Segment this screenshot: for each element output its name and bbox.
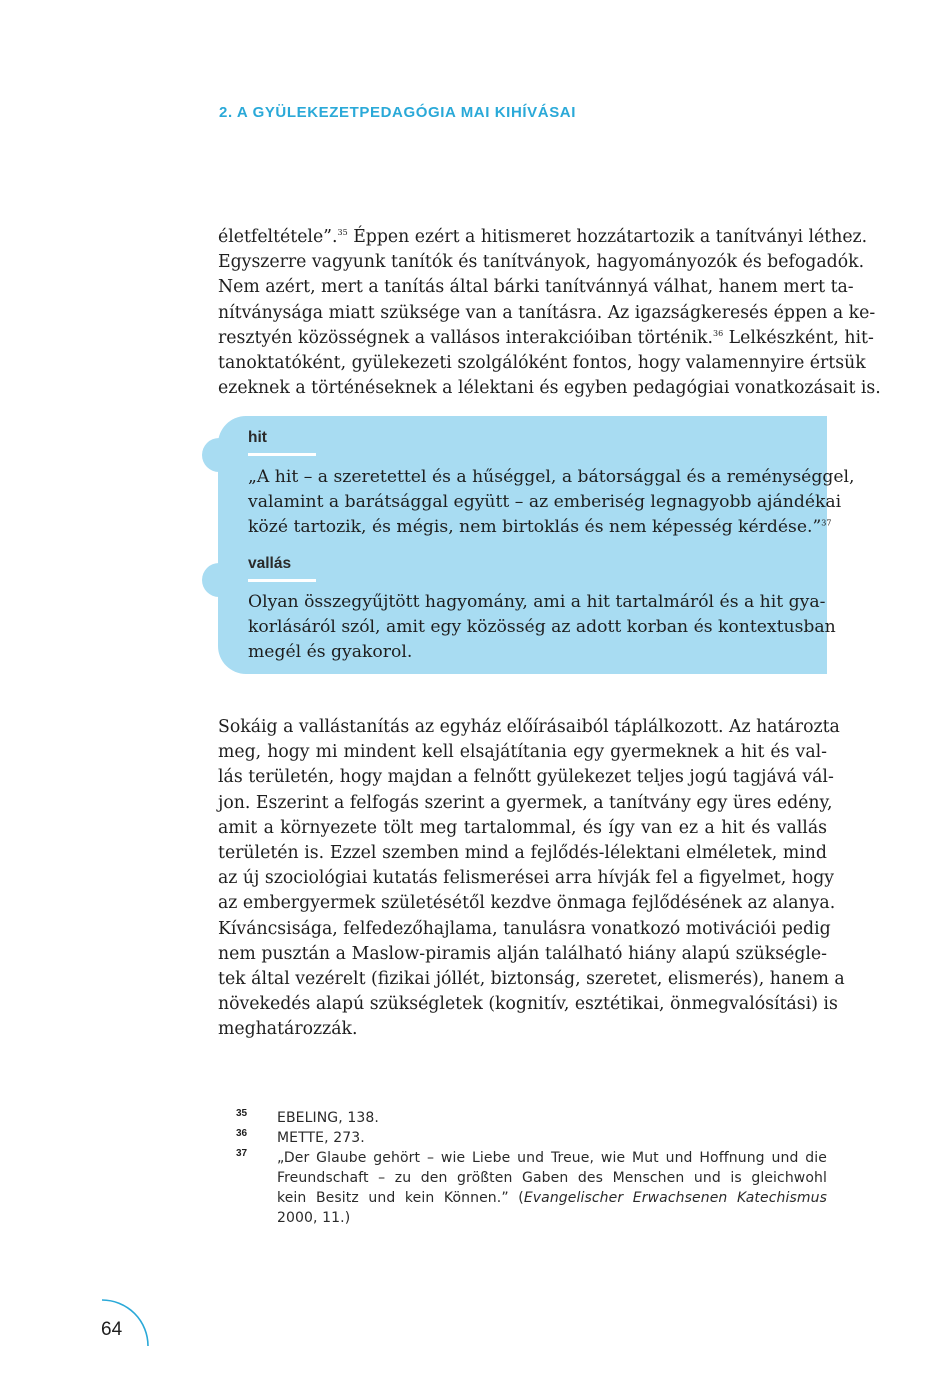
text-fragment: életfeltétele”.	[218, 227, 338, 247]
text-line: nítványsága miatt szüksége van a tanításra. Az igazságkeresés éppen a ke-	[218, 302, 876, 323]
text-line: tek által vezérelt (fizikai jóllét, biztonság, szeretet, elismerés), hanem a	[218, 969, 845, 990]
paragraph-2	[218, 715, 845, 1043]
text-line: Olyan összegyűjtött hagyomány, ami a hit tartalmáról és a hit gya-	[248, 592, 826, 612]
glossary-tab	[202, 563, 236, 597]
footnotes	[236, 1108, 827, 1228]
footnote-ref-37[interactable]: 37	[821, 518, 832, 528]
glossary-definition-vallas	[248, 590, 836, 665]
text-line: nem pusztán a Maslow-piramis alján található hiány alapú szükségle-	[218, 943, 827, 964]
footnote-36	[236, 1128, 827, 1148]
text-line: valamint a barátsággal együtt – az emberiség legnagyobb ajándékai	[248, 492, 842, 512]
text-fragment: közé tartozik, és mégis, nem birtoklás és nem képesség kérdése.”	[248, 517, 822, 537]
glossary-definition-hit	[248, 465, 855, 540]
text-line: tanoktatóként, gyülekezeti szolgálóként fontos, hogy valamennyire értsük	[218, 353, 866, 374]
text-line: Egyszerre vagyunk tanítók és tanítványok, hagyományozók és befogadók.	[218, 252, 865, 273]
footnote-text: 2000, 11.)	[277, 1210, 351, 1226]
text-line: meghatározzák.	[218, 1019, 358, 1040]
text-line: ezeknek a történéseknek a lélektani és egyben pedagógiai vonatkozásait is.	[218, 378, 881, 399]
text-line: jon. Eszerint a felfogás szerint a gyermek, a tanítvány egy üres edény,	[218, 792, 833, 813]
footnote-number: 36	[236, 1128, 248, 1139]
text-line: területén is. Ezzel szemben mind a fejlődés-lélektani elméletek, mind	[218, 843, 827, 864]
text-line: korlásáról szól, amit egy közösség az adott korban és kontextusban	[248, 617, 836, 637]
text-line: amit a környezete tölt meg tartalommal, és így van ez a hit és vallás	[218, 817, 827, 838]
text-line	[218, 326, 874, 351]
running-header: 2. A GYÜLEKEZETPEDAGÓGIA MAI KIHÍVÁSAI	[219, 104, 576, 121]
text-line: az új szociológiai kutatás felismerései arra hívják fel a figyelmet, hogy	[218, 868, 835, 889]
text-line: növekedés alapú szükségletek (kognitív, esztétikai, önmegvalósítási) is	[218, 994, 838, 1015]
text-line: meg, hogy mi mindent kell elsajátítania egy gyermeknek a hit és val-	[218, 742, 827, 763]
term-underline	[248, 453, 316, 456]
text-line: megél és gyakorol.	[248, 642, 413, 662]
term-underline	[248, 579, 316, 582]
footnote-number: 37	[236, 1148, 248, 1159]
text-line: Nem azért, mert a tanítás által bárki tanítvánnyá válhat, hanem mert ta-	[218, 277, 854, 298]
text-line: lás területén, hogy majdan a felnőtt gyülekezet teljes jogú tagjává vál-	[218, 767, 834, 788]
text-line	[248, 515, 832, 540]
paragraph-1	[218, 225, 881, 401]
footnote-ref-36[interactable]: 36	[713, 329, 724, 339]
book-title: Evangelischer Erwachsenen Katechismus	[523, 1190, 827, 1206]
text-line: Sokáig a vallástanítás az egyház előírásaiból táplálkozott. Az határozta	[218, 717, 840, 737]
text-line: az embergyermek születésétől kezdve önmaga fejlődésének az alanya.	[218, 893, 836, 914]
footnote-37	[236, 1148, 827, 1228]
footnote-text	[277, 1188, 827, 1208]
page-number: 64	[101, 1319, 123, 1340]
text-fragment: Lelkészként, hit-	[723, 327, 874, 348]
footnote-text: EBELING, 138.	[277, 1110, 379, 1126]
text-fragment: Éppen ezért a hitismeret hozzátartozik a tanítványi léthez.	[347, 227, 868, 247]
text-fragment: resztyén közösségnek a vallásos interakcióiban történik.	[218, 327, 713, 348]
footnote-text: METTE, 273.	[277, 1130, 365, 1146]
footnote-35	[236, 1108, 827, 1128]
glossary-box	[218, 416, 855, 674]
footnote-text: „Der Glaube gehört – wie Liebe und Treue, wie Mut und Hoffnung und die	[277, 1150, 827, 1166]
glossary-term-hit: hit	[248, 429, 267, 446]
glossary-term-vallas: vallás	[248, 555, 292, 572]
footnote-ref-35[interactable]: 35	[337, 228, 348, 238]
text-line: „A hit – a szeretettel és a hűséggel, a bátorsággal és a reménységgel,	[248, 467, 855, 487]
glossary-tab	[202, 438, 236, 472]
text-line: Kíváncsisága, felfedezőhajlama, tanulásra vonatkozó motivációi pedig	[218, 918, 831, 939]
text-fragment: kein Besitz und kein Können.” (	[277, 1190, 524, 1206]
footnote-number: 35	[236, 1108, 248, 1119]
text-line	[218, 225, 868, 250]
footnote-text: Freundschaft – zu den größten Gaben des Menschen und is gleichwohl	[277, 1170, 827, 1186]
